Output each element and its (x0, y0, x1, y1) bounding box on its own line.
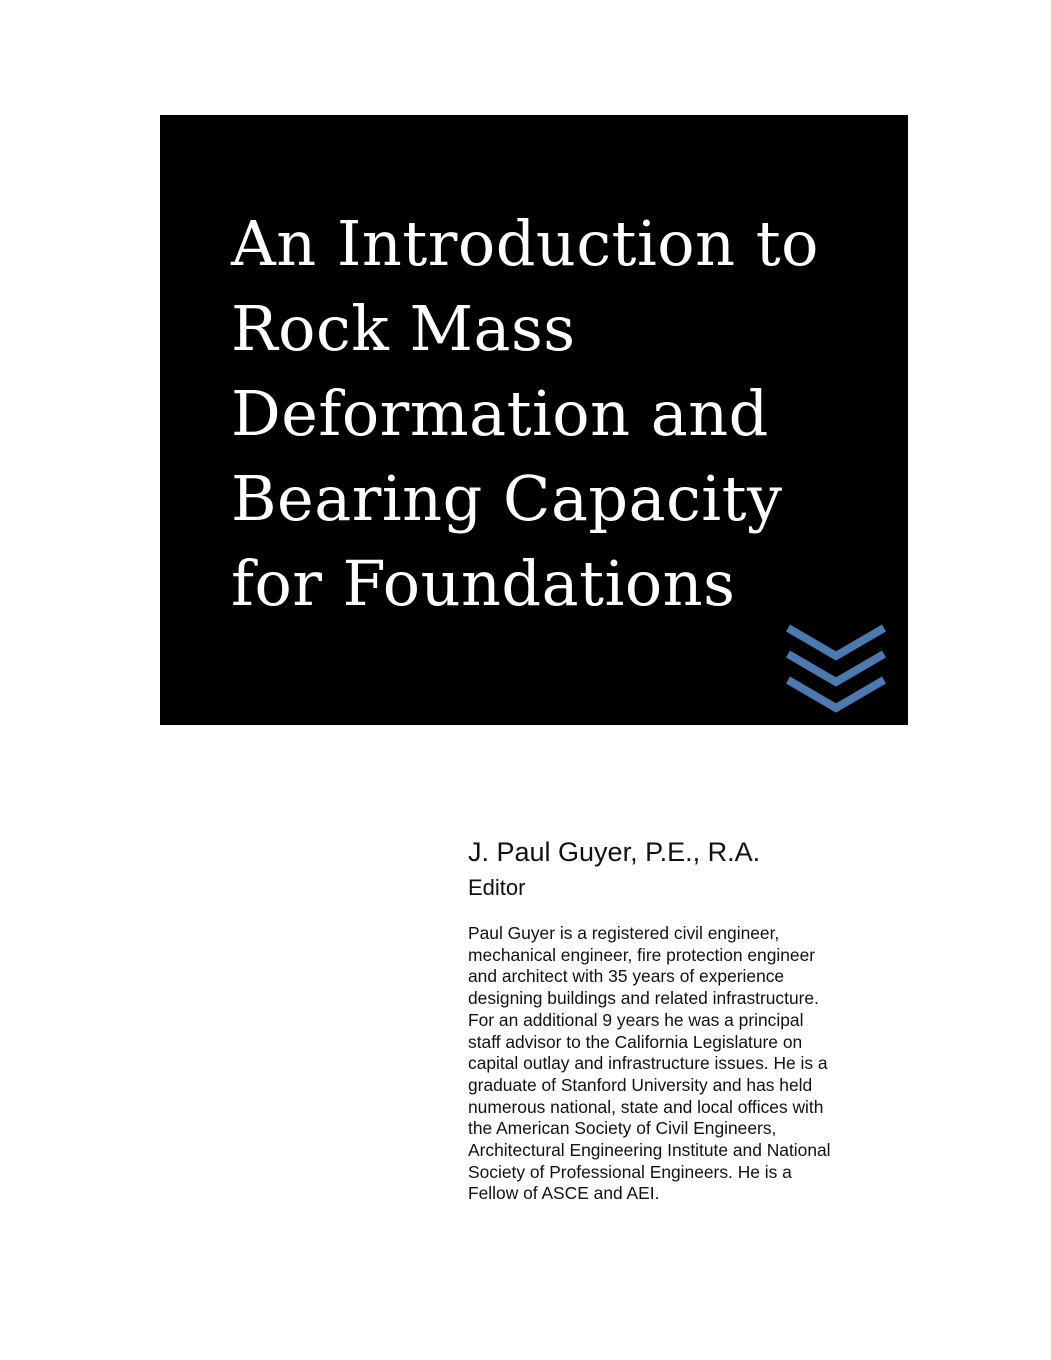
bio-line: mechanical engineer, fire protection engineer (468, 944, 816, 965)
bio-line: Society of Professional Engineers. He is a (468, 1161, 792, 1182)
triple-chevron-down-icon (784, 620, 888, 720)
bio-line: designing buildings and related infrastructure. (468, 988, 819, 1009)
bio-line: Architectural Engineering Institute and National (468, 1140, 831, 1161)
bio-line: staff advisor to the California Legislature on (468, 1031, 803, 1052)
book-title (231, 201, 819, 626)
bio-line: For an additional 9 years he was a principal (468, 1009, 804, 1030)
cover-title-block (160, 115, 908, 725)
bio-line: numerous national, state and local offices with (468, 1096, 824, 1117)
author-bio (468, 923, 888, 1205)
author-name: J. Paul Guyer, P.E., R.A. (468, 837, 761, 867)
title-line: Rock Mass (231, 292, 576, 365)
bio-line: Fellow of ASCE and AEI. (468, 1183, 660, 1204)
bio-line: graduate of Stanford University and has held (468, 1074, 813, 1095)
bio-line: capital outlay and infrastructure issues. He is a (468, 1053, 828, 1074)
bio-line: and architect with 35 years of experience (468, 966, 785, 987)
title-line: An Introduction to (231, 207, 820, 280)
bio-line: Paul Guyer is a registered civil engineer, (468, 923, 780, 943)
bio-line: the American Society of Civil Engineers, (468, 1118, 777, 1139)
author-role: Editor (468, 875, 526, 900)
title-line: Deformation and (231, 377, 769, 450)
title-line: Bearing Capacity (231, 462, 783, 535)
author-block (468, 835, 888, 1205)
title-line: for Foundations (231, 547, 736, 620)
